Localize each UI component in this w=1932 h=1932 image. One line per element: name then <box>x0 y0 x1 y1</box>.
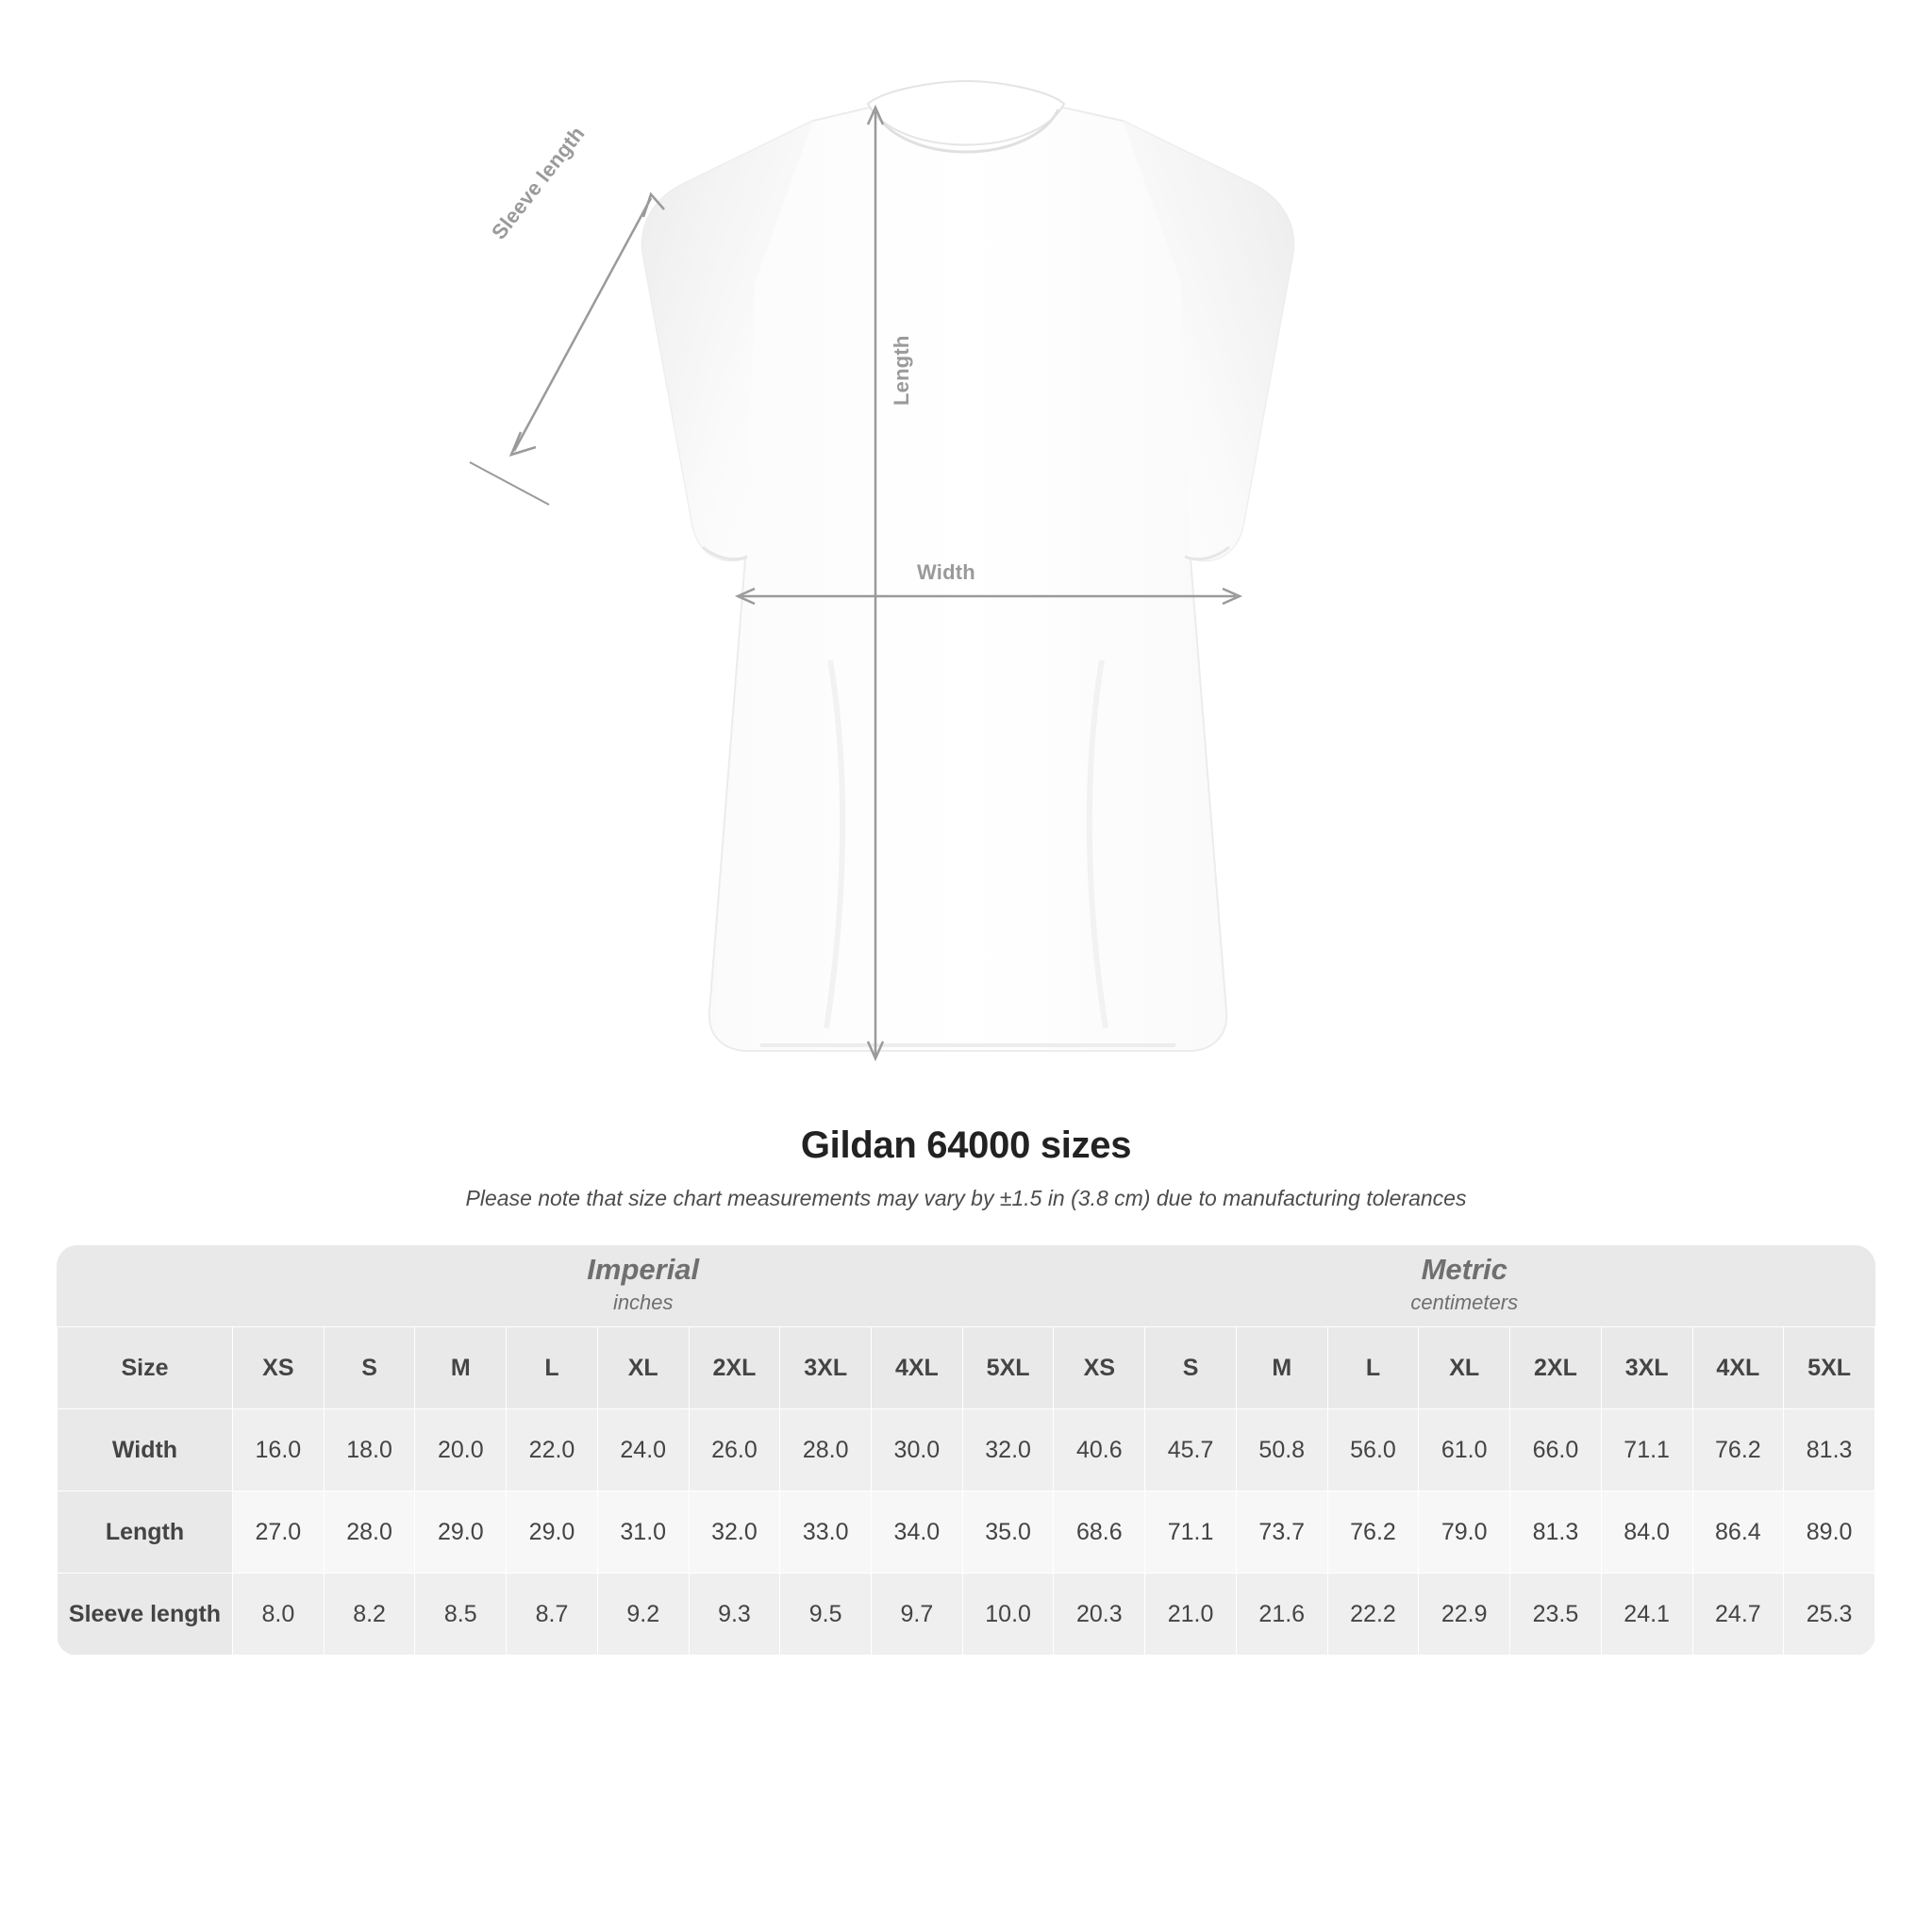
row-label-width: Width <box>58 1409 233 1491</box>
row-label-sleeve-length: Sleeve length <box>58 1574 233 1656</box>
cell-sleeve-16: 24.7 <box>1692 1574 1784 1656</box>
cell-length-0: 27.0 <box>233 1491 325 1574</box>
size-header-cell: L <box>1327 1327 1419 1409</box>
unit-header-imperial <box>233 1245 1054 1327</box>
unit-header-metric <box>1054 1245 1875 1327</box>
unit-header-row <box>58 1245 1875 1327</box>
cell-width-9: 40.6 <box>1054 1409 1145 1491</box>
cell-length-2: 29.0 <box>415 1491 507 1574</box>
cell-length-4: 31.0 <box>597 1491 689 1574</box>
cell-sleeve-1: 8.2 <box>324 1574 415 1656</box>
size-header-cell: XL <box>1419 1327 1510 1409</box>
table-row <box>58 1491 1875 1574</box>
size-header-cell: S <box>324 1327 415 1409</box>
size-table <box>57 1245 1875 1656</box>
table-corner-cell <box>58 1245 233 1327</box>
width-dimension-label: Width <box>917 560 975 584</box>
size-header-cell: 4XL <box>872 1327 963 1409</box>
cell-length-13: 79.0 <box>1419 1491 1510 1574</box>
size-header-row <box>58 1327 1875 1409</box>
cell-width-6: 28.0 <box>780 1409 872 1491</box>
size-header-cell: XS <box>1054 1327 1145 1409</box>
length-dimension-label: Length <box>890 335 913 406</box>
unit-sub-imperial: inches <box>612 1291 674 1315</box>
cell-width-16: 76.2 <box>1692 1409 1784 1491</box>
table-row <box>58 1409 1875 1491</box>
cell-width-11: 50.8 <box>1236 1409 1327 1491</box>
size-header-cell: 2XL <box>689 1327 780 1409</box>
cell-sleeve-12: 22.2 <box>1327 1574 1419 1656</box>
page-title: Gildan 64000 sizes <box>800 1124 1132 1166</box>
cell-sleeve-11: 21.6 <box>1236 1574 1327 1656</box>
cell-sleeve-15: 24.1 <box>1601 1574 1692 1656</box>
cell-sleeve-8: 10.0 <box>962 1574 1054 1656</box>
tolerance-note: Please note that size chart measurements may vary by ±1.5 in (3.8 cm) due to manufacturing tolerances <box>465 1186 1467 1210</box>
table-row <box>58 1574 1875 1656</box>
cell-sleeve-6: 9.5 <box>780 1574 872 1656</box>
size-header-cell: 2XL <box>1510 1327 1602 1409</box>
size-header-cell: 5XL <box>962 1327 1054 1409</box>
cell-length-8: 35.0 <box>962 1491 1054 1574</box>
cell-width-13: 61.0 <box>1419 1409 1510 1491</box>
size-table-container <box>57 1245 1875 1656</box>
cell-width-1: 18.0 <box>324 1409 415 1491</box>
cell-length-17: 89.0 <box>1784 1491 1875 1574</box>
title-block <box>0 1124 1932 1211</box>
cell-length-7: 34.0 <box>872 1491 963 1574</box>
cell-length-10: 71.1 <box>1145 1491 1237 1574</box>
cell-width-12: 56.0 <box>1327 1409 1419 1491</box>
size-header-cell: S <box>1145 1327 1237 1409</box>
cell-length-6: 33.0 <box>780 1491 872 1574</box>
cell-sleeve-0: 8.0 <box>233 1574 325 1656</box>
sleeve-length-dimension-label: Sleeve length <box>487 122 590 244</box>
cell-width-8: 32.0 <box>962 1409 1054 1491</box>
size-header-cell: M <box>1236 1327 1327 1409</box>
unit-name-metric: Metric <box>1421 1252 1507 1286</box>
cell-length-9: 68.6 <box>1054 1491 1145 1574</box>
cell-sleeve-9: 20.3 <box>1054 1574 1145 1656</box>
size-header-cell: 3XL <box>780 1327 872 1409</box>
cell-length-14: 81.3 <box>1510 1491 1602 1574</box>
cell-sleeve-4: 9.2 <box>597 1574 689 1656</box>
cell-length-1: 28.0 <box>324 1491 415 1574</box>
size-header-cell: M <box>415 1327 507 1409</box>
cell-width-14: 66.0 <box>1510 1409 1602 1491</box>
cell-length-12: 76.2 <box>1327 1491 1419 1574</box>
size-header-cell: 5XL <box>1784 1327 1875 1409</box>
cell-width-5: 26.0 <box>689 1409 780 1491</box>
size-header-cell: 4XL <box>1692 1327 1784 1409</box>
size-header-cell: XS <box>233 1327 325 1409</box>
cell-width-7: 30.0 <box>872 1409 963 1491</box>
cell-length-5: 32.0 <box>689 1491 780 1574</box>
cell-width-0: 16.0 <box>233 1409 325 1491</box>
cell-sleeve-2: 8.5 <box>415 1574 507 1656</box>
cell-sleeve-3: 8.7 <box>507 1574 598 1656</box>
cell-length-15: 84.0 <box>1601 1491 1692 1574</box>
cell-width-3: 22.0 <box>507 1409 598 1491</box>
size-header-cell: 3XL <box>1601 1327 1692 1409</box>
cell-width-15: 71.1 <box>1601 1409 1692 1491</box>
size-header-cell: XL <box>597 1327 689 1409</box>
cell-width-4: 24.0 <box>597 1409 689 1491</box>
unit-sub-metric: centimeters <box>1410 1291 1519 1315</box>
cell-sleeve-7: 9.7 <box>872 1574 963 1656</box>
cell-sleeve-17: 25.3 <box>1784 1574 1875 1656</box>
cell-width-17: 81.3 <box>1784 1409 1875 1491</box>
cell-length-16: 86.4 <box>1692 1491 1784 1574</box>
cell-width-10: 45.7 <box>1145 1409 1237 1491</box>
cell-sleeve-13: 22.9 <box>1419 1574 1510 1656</box>
cell-length-3: 29.0 <box>507 1491 598 1574</box>
unit-name-imperial: Imperial <box>587 1252 700 1286</box>
cell-length-11: 73.7 <box>1236 1491 1327 1574</box>
cell-width-2: 20.0 <box>415 1409 507 1491</box>
row-label-length: Length <box>58 1491 233 1574</box>
cell-sleeve-10: 21.0 <box>1145 1574 1237 1656</box>
cell-sleeve-14: 23.5 <box>1510 1574 1602 1656</box>
size-header-cell: L <box>507 1327 598 1409</box>
cell-sleeve-5: 9.3 <box>689 1574 780 1656</box>
size-header-label: Size <box>58 1327 233 1409</box>
